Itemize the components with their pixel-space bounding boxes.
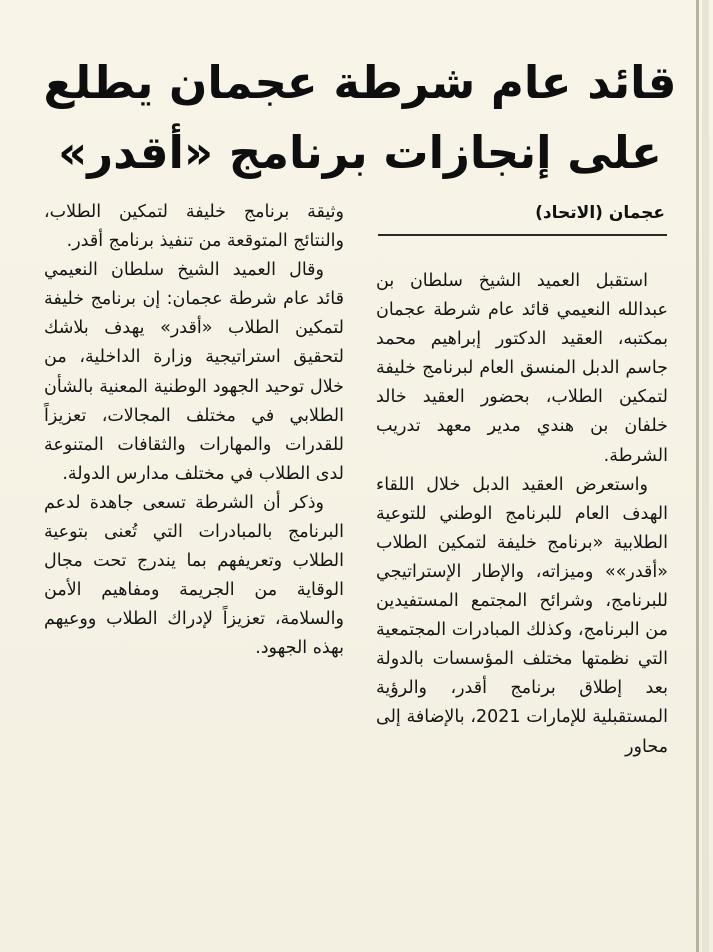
- page-edge: [702, 0, 709, 952]
- article-column-right: [376, 267, 668, 907]
- paragraph: وذكر أن الشرطة تسعى جاهدة لدعم البرنامج بالمبادرات التي تُعنى بتوعية الطلاب وتعريفهم بما يندرج تحت مجال الوقاية من الجريمة ومفاهيم الأمن والسلامة، تعزيزاً لإدراك الطلاب ووعيهم بهذه الجهود.: [44, 492, 344, 659]
- paragraph: استقبل العميد الشيخ سلطان بن عبدالله النعيمي قائد عام شرطة عجمان بمكتبه، العقيد الدكتور إبراهيم محمد جاسم الدبل المنسق العام لبرنامج خليفة لتمكين الطلاب، بحضور العقيد خالد خلفان بن هندي مدير معهد تدريب الشرطة.: [376, 271, 668, 466]
- fold-line: [696, 0, 699, 952]
- paragraph: واستعرض العقيد الدبل خلال اللقاء الهدف العام للبرنامج الوطني للتوعية الطلابية «برنامج خليفة لتمكين الطلاب «أقدر»» وميزاته، والإطار الإستراتيجي للبرنامج، وشرائح المجتمع المستفيدين من البرنامج، وكذلك المبادرات المجتمعية التي نظمتها مختلف المؤسسات بالدولة بعد إطلاق برنامج أقدر، والرؤية المستقبلية للإمارات 2021، بالإضافة إلى محاور: [376, 474, 668, 757]
- article-headline: [40, 48, 680, 188]
- paragraph: وقال العميد الشيخ سلطان النعيمي قائد عام شرطة عجمان: إن برنامج خليفة لتمكين الطلاب «أقدر» يهدف بلاشك لتحقيق استراتيجية وزارة الداخلية، من خلال توحيد الجهود الوطنية المعنية بالشأن الطلابي في مختلف المجالات، تعزيزاً للقدرات والمهارات والثقافات المتنوعة لدى الطلاب في مختلف مدارس الدولة.: [44, 260, 344, 484]
- dateline-rule: [378, 234, 667, 236]
- headline-line-1: قائد عام شرطة عجمان يطلع: [43, 56, 677, 109]
- article-column-left: [44, 198, 344, 898]
- article-dateline: عجمان (الاتحاد): [535, 203, 665, 223]
- paragraph: وثيقة برنامج خليفة لتمكين الطلاب، والنتائج المتوقعة من تنفيذ برنامج أقدر.: [44, 202, 344, 252]
- headline-line-2: على إنجازات برنامج «أقدر»: [58, 126, 662, 179]
